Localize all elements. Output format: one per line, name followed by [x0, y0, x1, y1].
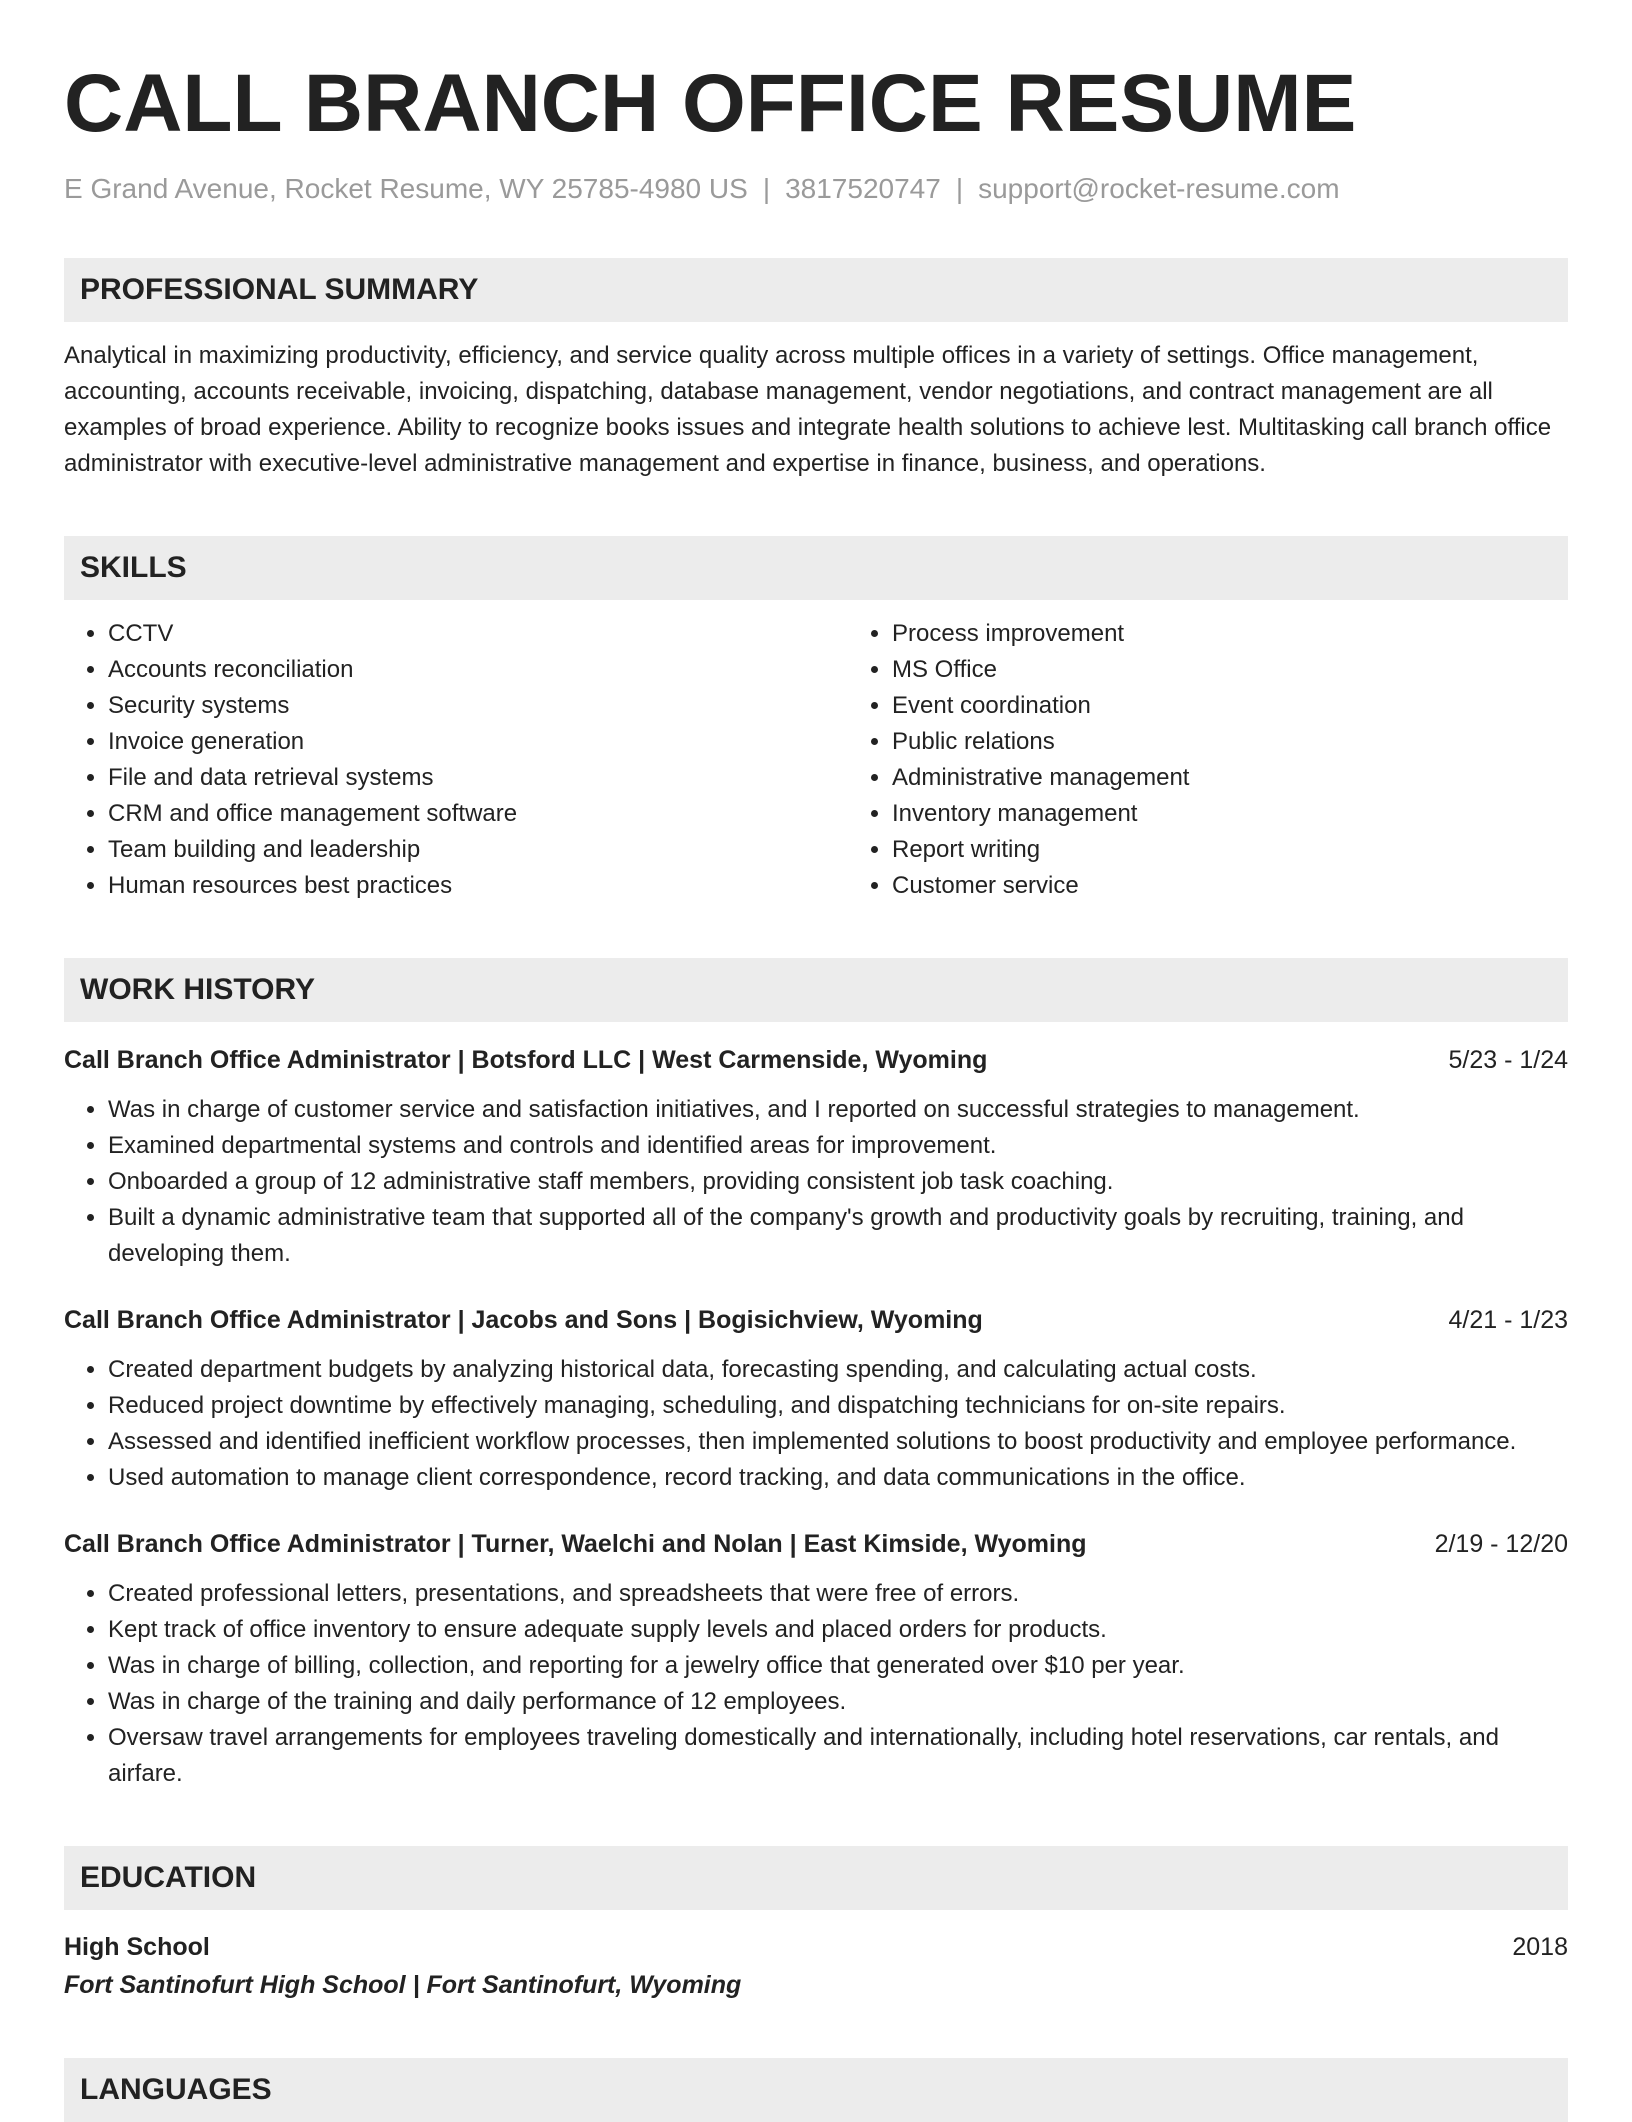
section-header-summary: PROFESSIONAL SUMMARY: [64, 258, 1568, 322]
skill-item: • Inventory management: [892, 796, 1568, 832]
job-bullet: • Examined departmental systems and controls and identified areas for improvement.: [108, 1128, 1568, 1164]
job-bullet: • Created department budgets by analyzing historical data, forecasting spending, and calculating actual costs.: [108, 1352, 1568, 1388]
skills-list: [64, 616, 1568, 904]
skill-item: • Accounts reconciliation: [108, 652, 848, 688]
job-bullets: [64, 1352, 1568, 1496]
contact-email: support@rocket-resume.com: [978, 173, 1340, 204]
skill-item: • Report writing: [892, 832, 1568, 868]
education-header: [64, 1928, 1568, 1966]
contact-phone: 3817520747: [785, 173, 941, 204]
job-header: [64, 1526, 1568, 1562]
resume-title: CALL BRANCH OFFICE RESUME: [64, 58, 1357, 149]
job-entry: [64, 1042, 1568, 1272]
contact-separator: |: [955, 173, 964, 204]
skill-item: • Public relations: [892, 724, 1568, 760]
job-bullet: • Assessed and identified inefficient workflow processes, then implemented solutions to boost productivity and employee performance.: [108, 1424, 1568, 1460]
education-entry: [64, 1928, 1568, 2004]
job-bullets: [64, 1092, 1568, 1272]
skill-item: • MS Office: [892, 652, 1568, 688]
job-dates: 4/21 - 1/23: [1448, 1306, 1568, 1334]
skill-item: • Invoice generation: [108, 724, 848, 760]
job-heading: Call Branch Office Administrator | Botsford LLC | West Carmenside, Wyoming: [64, 1046, 988, 1074]
skills-column-left: [64, 616, 848, 904]
job-header: [64, 1302, 1568, 1338]
contact-separator: |: [762, 173, 771, 204]
section-header-work-history: WORK HISTORY: [64, 958, 1568, 1022]
skill-item: • Administrative management: [892, 760, 1568, 796]
skill-item: • Security systems: [108, 688, 848, 724]
job-bullets: [64, 1576, 1568, 1792]
education-degree: High School: [64, 1933, 210, 1961]
job-header: [64, 1042, 1568, 1078]
job-entry: [64, 1526, 1568, 1792]
skill-item: • Human resources best practices: [108, 868, 848, 904]
job-heading: Call Branch Office Administrator | Jacobs and Sons | Bogisichview, Wyoming: [64, 1306, 983, 1334]
job-bullet: • Onboarded a group of 12 administrative staff members, providing consistent job task coaching.: [108, 1164, 1568, 1200]
job-bullet: • Created professional letters, presentations, and spreadsheets that were free of errors.: [108, 1576, 1568, 1612]
skill-item: • Process improvement: [892, 616, 1568, 652]
skill-item: • Team building and leadership: [108, 832, 848, 868]
section-header-education: EDUCATION: [64, 1846, 1568, 1910]
job-bullet: • Built a dynamic administrative team that supported all of the company's growth and productivity goals by recruiting, training, and developing them.: [108, 1200, 1568, 1272]
job-bullet: • Was in charge of billing, collection, and reporting for a jewelry office that generated over $10 per year.: [108, 1648, 1568, 1684]
job-entry: [64, 1302, 1568, 1496]
job-bullet: • Kept track of office inventory to ensure adequate supply levels and placed orders for products.: [108, 1612, 1568, 1648]
skill-item: • Event coordination: [892, 688, 1568, 724]
job-bullet: • Used automation to manage client correspondence, record tracking, and data communications in the office.: [108, 1460, 1568, 1496]
job-dates: 5/23 - 1/24: [1448, 1046, 1568, 1074]
education-year: 2018: [1512, 1933, 1568, 1961]
contact-line: [64, 172, 1568, 206]
job-dates: 2/19 - 12/20: [1434, 1530, 1568, 1558]
section-header-languages: LANGUAGES: [64, 2058, 1568, 2122]
job-bullet: • Oversaw travel arrangements for employees traveling domestically and internationally, including hotel reservations, car rentals, and airfare.: [108, 1720, 1568, 1792]
skill-item: • File and data retrieval systems: [108, 760, 848, 796]
summary-text: Analytical in maximizing productivity, efficiency, and service quality across multiple offices in a variety of settings. Office management, accounting, accounts receivable, invoicing, dispatching, database management, vendor negotiations, and contract management are all examples of broad experience. Ability to recognize books issues and integrate health solutions to achieve lest. Multitasking call branch office administrator with executive-level administrative management and expertise in finance, business, and operations.: [64, 342, 1552, 477]
skill-item: • Customer service: [892, 868, 1568, 904]
education-school: Fort Santinofurt High School | Fort Santinofurt, Wyoming: [64, 1971, 742, 1999]
job-bullet: • Was in charge of customer service and satisfaction initiatives, and I reported on successful strategies to management.: [108, 1092, 1568, 1128]
skill-item: • CRM and office management software: [108, 796, 848, 832]
skill-item: • CCTV: [108, 616, 848, 652]
job-bullet: • Was in charge of the training and daily performance of 12 employees.: [108, 1684, 1568, 1720]
contact-address: E Grand Avenue, Rocket Resume, WY 25785-4980 US: [64, 173, 748, 204]
job-heading: Call Branch Office Administrator | Turner, Waelchi and Nolan | East Kimside, Wyoming: [64, 1530, 1087, 1558]
job-bullet: • Reduced project downtime by effectively managing, scheduling, and dispatching technicians for on-site repairs.: [108, 1388, 1568, 1424]
skills-column-right: [848, 616, 1568, 904]
section-header-skills: SKILLS: [64, 536, 1568, 600]
